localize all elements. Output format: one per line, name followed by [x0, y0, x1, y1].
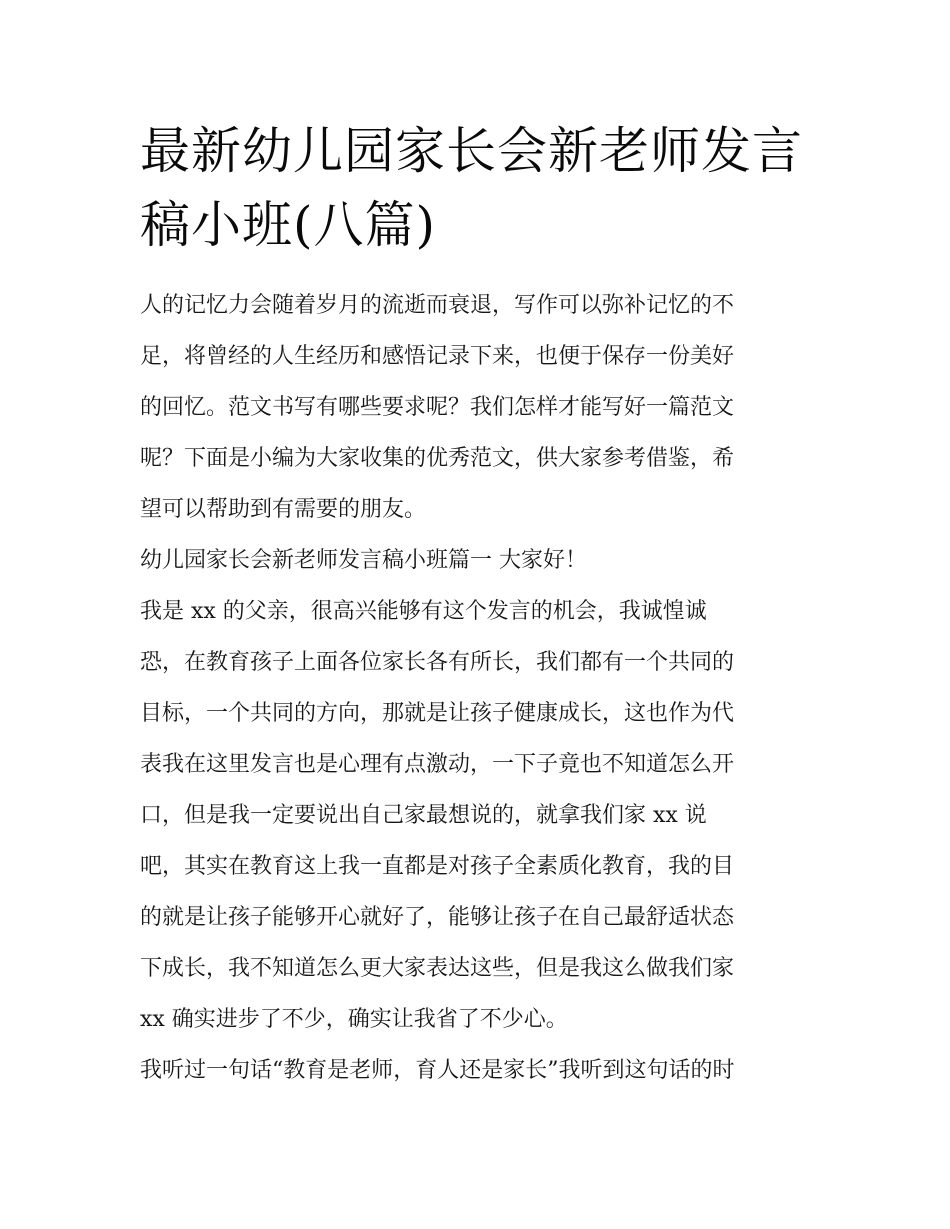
body-line: 的回忆。范文书写有哪些要求呢？我们怎样才能写好一篇范文: [140, 395, 735, 420]
body-line: 口，但是我一定要说出自己家最想说的，就拿我们家 xx 说: [140, 803, 707, 828]
title-line-1: 最新幼儿园家长会新老师发言: [140, 122, 803, 180]
section-heading-line: 幼儿园家长会新老师发言稿小班篇一 大家好！: [140, 548, 587, 573]
title-line-2: 稿小班(八篇): [140, 196, 437, 254]
body-line: 人的记忆力会随着岁月的流逝而衰退，写作可以弥补记忆的不: [140, 293, 735, 318]
body-line: 目标，一个共同的方向，那就是让孩子健康成长，这也作为代: [140, 701, 735, 726]
body-line: 我听过一句话“教育是老师，育人还是家长”我听到这句话的时: [140, 1058, 735, 1083]
body-line: 望可以帮助到有需要的朋友。: [140, 497, 427, 522]
body-line: 我是 xx 的父亲，很高兴能够有这个发言的机会，我诚惶诚: [140, 599, 707, 624]
body-line: xx 确实进步了不少，确实让我省了不少心。: [140, 1007, 568, 1032]
body-line: 足，将曾经的人生经历和感悟记录下来，也便于保存一份美好: [140, 344, 735, 369]
document-body: [140, 280, 820, 1096]
document-title: [140, 114, 820, 262]
body-line: 下成长，我不知道怎么更大家表达这些，但是我这么做我们家: [140, 956, 735, 981]
body-line: 恐，在教育孩子上面各位家长各有所长，我们都有一个共同的: [140, 650, 735, 675]
body-line: 表我在这里发言也是心理有点激动，一下子竟也不知道怎么开: [140, 752, 735, 777]
body-line: 吧，其实在教育这上我一直都是对孩子全素质化教育，我的目: [140, 854, 735, 879]
body-line: 呢？下面是小编为大家收集的优秀范文，供大家参考借鉴，希: [140, 446, 735, 471]
body-line: 的就是让孩子能够开心就好了，能够让孩子在自己最舒适状态: [140, 905, 735, 930]
